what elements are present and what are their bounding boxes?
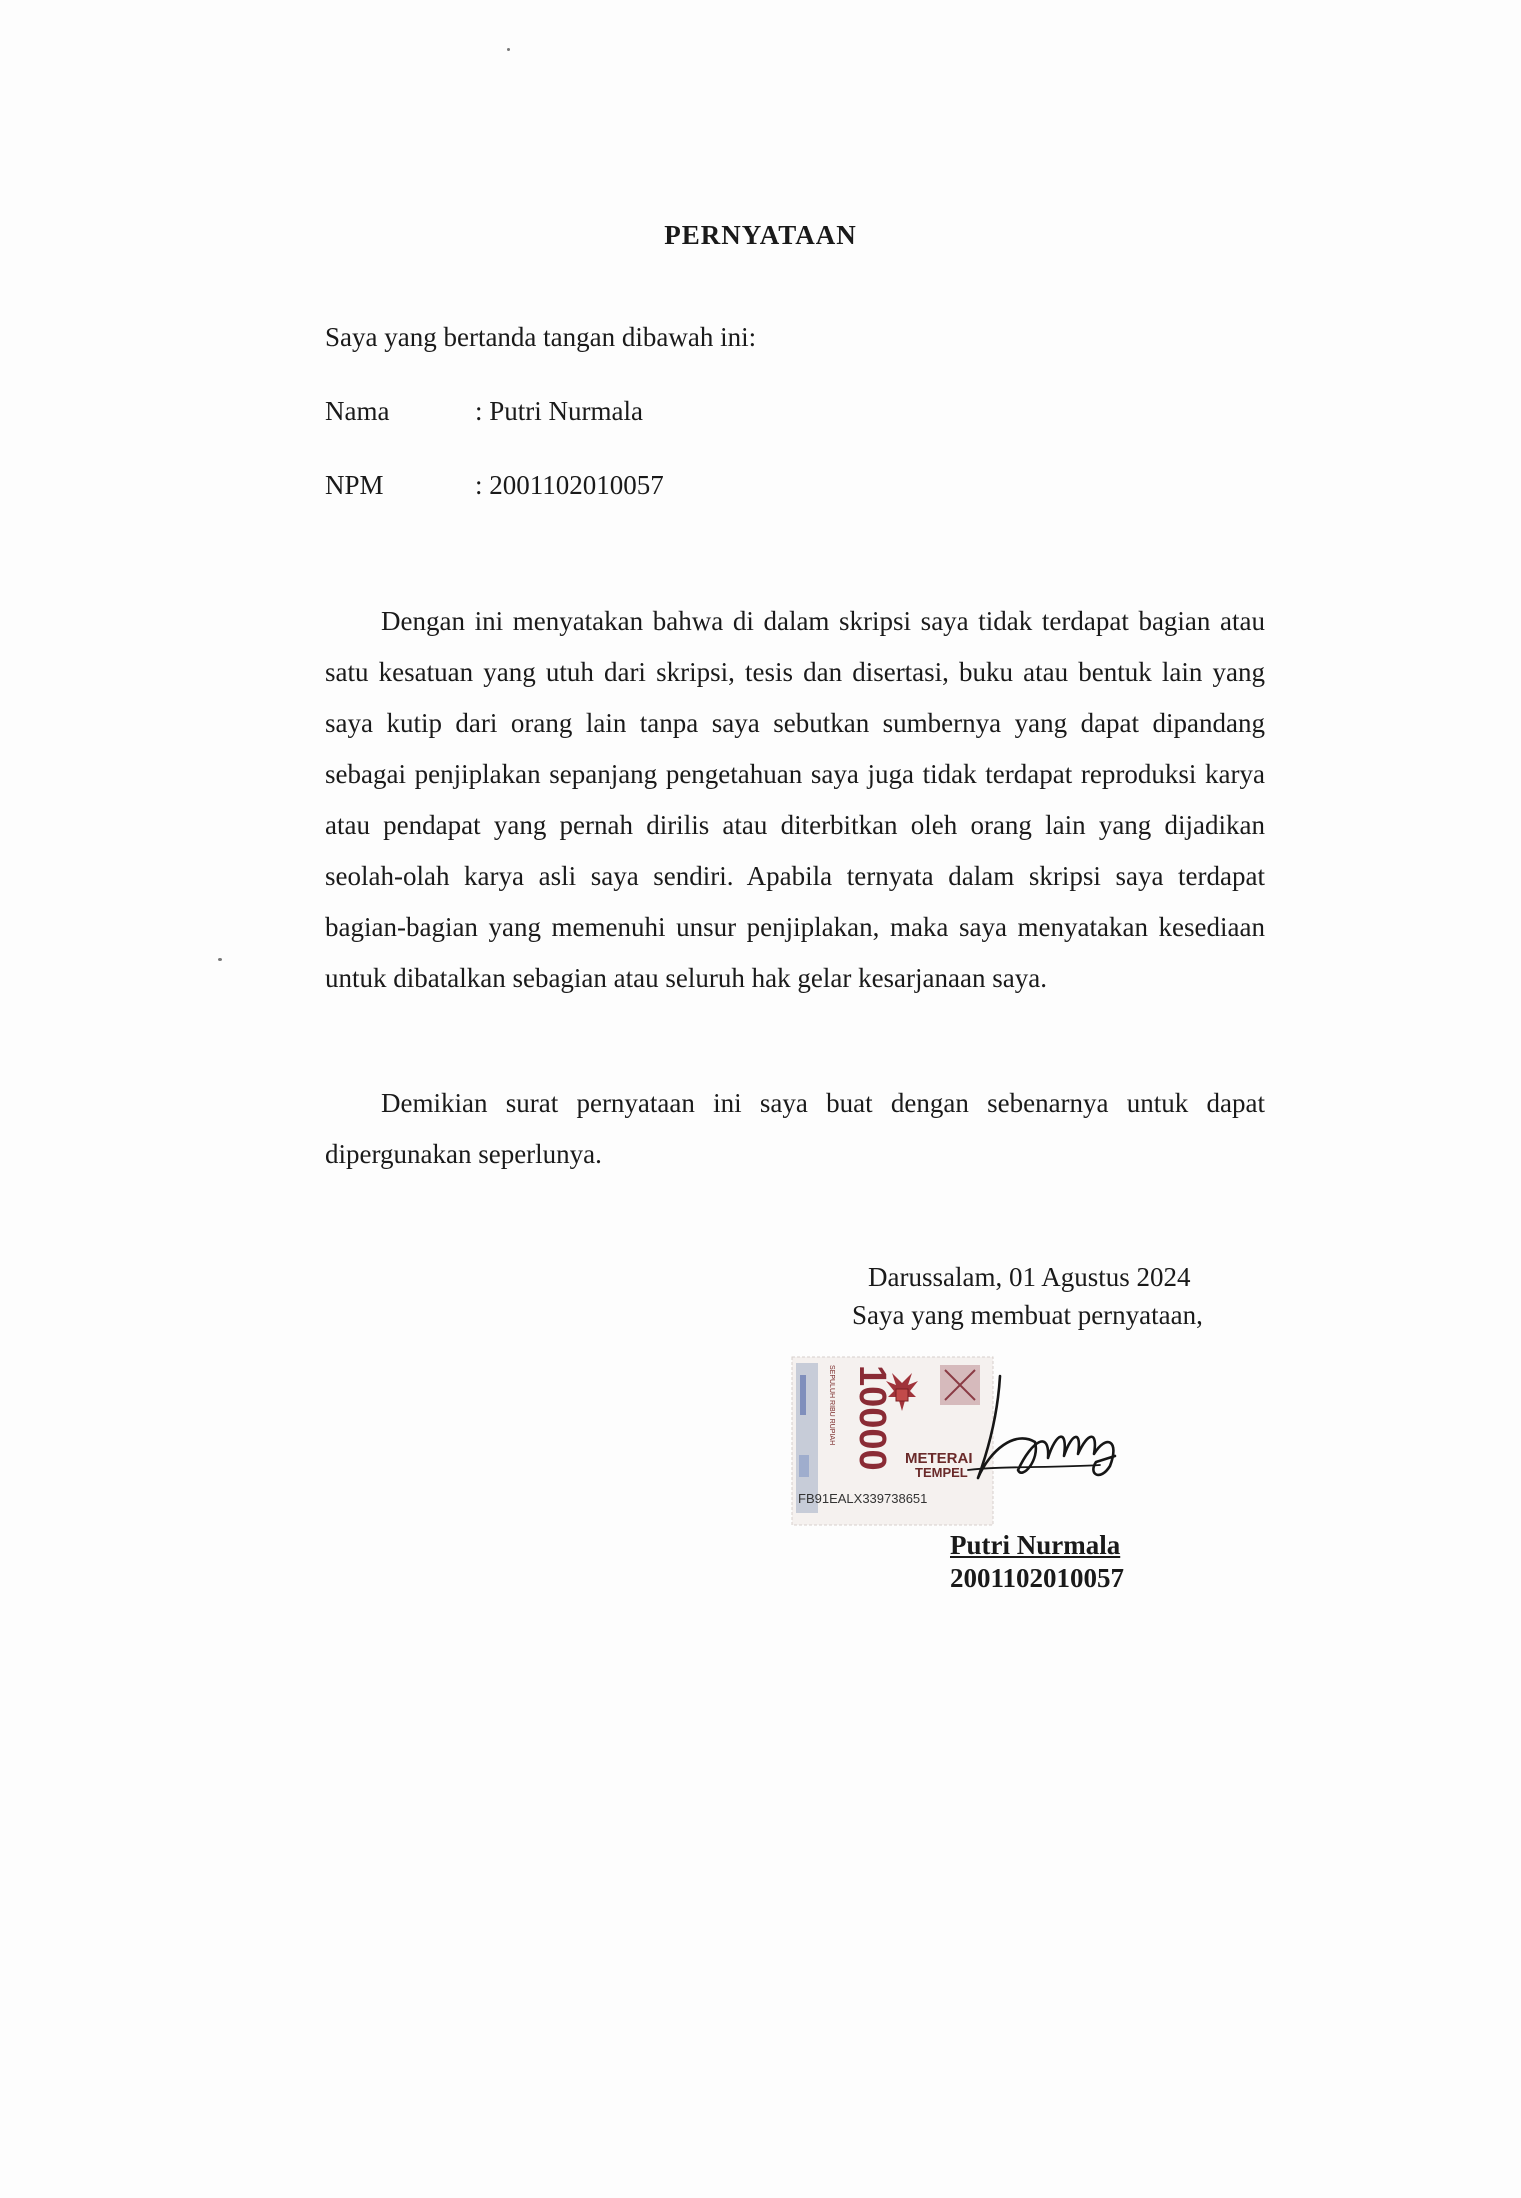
stamp-value: 10000 [851, 1365, 893, 1471]
stamp-label-meterai: METERAI [905, 1450, 973, 1467]
place-date: Darussalam, 01 Agustus 2024 [868, 1262, 1191, 1292]
closing-paragraph-text: Demikian surat pernyataan ini saya buat dengan sebenarnya untuk dapat dipergunakan seperlunya. [325, 1088, 1265, 1169]
npm-value: : 2001102010057 [475, 470, 664, 500]
nama-value: : Putri Nurmala [475, 396, 643, 426]
signer-name: Putri Nurmala [950, 1530, 1121, 1560]
stamp-hologram-mark [799, 1455, 809, 1477]
stamp-serial: FB91EALX339738651 [798, 1491, 928, 1506]
closing-paragraph [325, 1078, 1265, 1180]
intro-text: Saya yang bertanda tangan dibawah ini: [325, 322, 757, 352]
document-title: PERNYATAAN [664, 220, 857, 250]
stamp-hologram-mark [800, 1375, 806, 1415]
stamp-side-text: SEPULUH RIBU RUPIAH [828, 1365, 835, 1446]
signer-label: Saya yang membuat pernyataan, [852, 1300, 1203, 1330]
signer-npm: 2001102010057 [950, 1563, 1125, 1593]
stamp-label-tempel: TEMPEL [915, 1465, 968, 1480]
scan-speck [507, 48, 510, 51]
nama-label: Nama [325, 396, 390, 426]
npm-label: NPM [325, 470, 384, 500]
statement-paragraph-text: Dengan ini menyatakan bahwa di dalam skripsi saya tidak terdapat bagian atau satu kesatuan yang utuh dari skripsi, tesis dan disertasi, buku atau bentuk lain yang saya kutip dari orang lain tanpa saya sebutkan sumbernya yang dapat dipandang sebagai penjiplakan sepanjang pengetahuan saya juga tidak terdapat reproduksi karya atau pendapat yang pernah dirilis atau diterbitkan oleh orang lain yang dijadikan seolah-olah karya asli saya sendiri. Apabila ternyata dalam skripsi saya terdapat bagian-bagian yang memenuhi unsur penjiplakan, maka saya menyatakan kesediaan untuk dibatalkan sebagian atau seluruh hak gelar kesarjanaan saya. [325, 606, 1265, 993]
statement-paragraph [325, 596, 1265, 1004]
handwritten-signature [960, 1370, 1125, 1490]
scan-speck [218, 958, 222, 961]
